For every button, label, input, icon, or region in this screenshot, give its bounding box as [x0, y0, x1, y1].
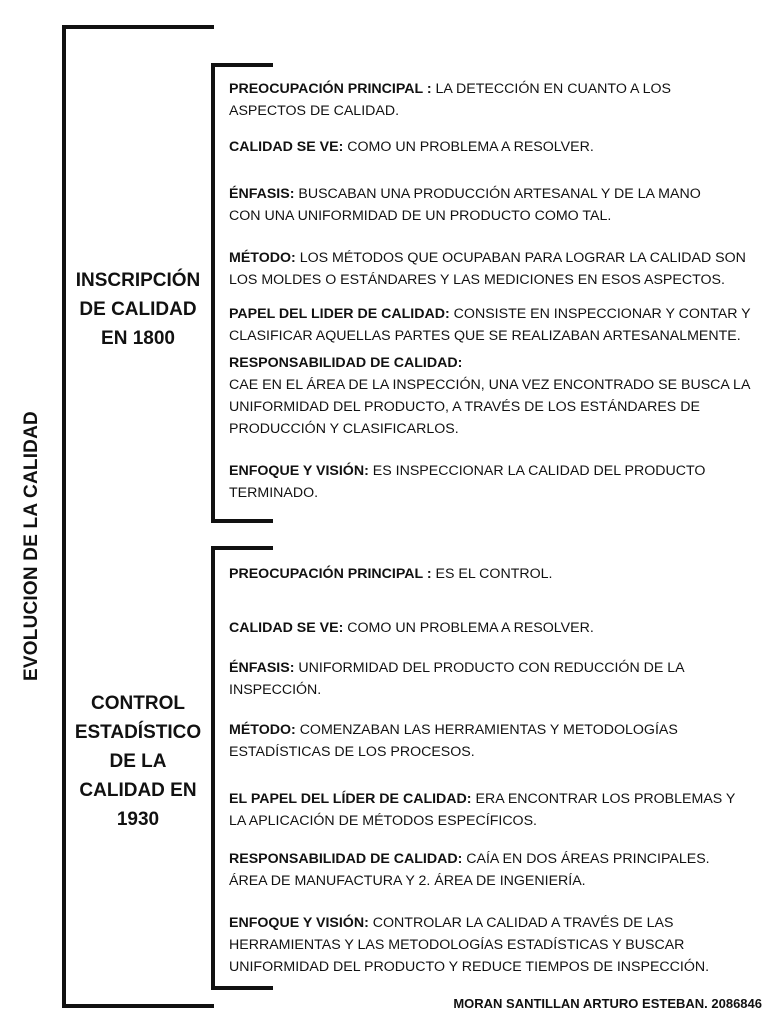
section2-item-calidad-se-ve: CALIDAD SE VE: COMO UN PROBLEMA A RESOLVER. — [229, 620, 594, 636]
section1-item-papel-lider: PAPEL DEL LIDER DE CALIDAD: CONSISTE EN INSPECCIONAR Y CONTAR Y CLASIFICAR AQUELLAS PARTES QUE SE REALIZABAN ARTESANALMENTE. — [229, 306, 751, 344]
section1-bracket — [211, 63, 273, 523]
section1-item-preocupacion: PREOCUPACIÓN PRINCIPAL : LA DETECCIÓN EN CUANTO A LOS ASPECTOS DE CALIDAD. — [229, 81, 672, 119]
section1-title: INSCRIPCIÓN DE CALIDAD EN 1800 — [75, 270, 201, 349]
main-title: EVOLUCION DE LA CALIDAD — [21, 411, 42, 681]
section2-item-preocupacion: PREOCUPACIÓN PRINCIPAL : ES EL CONTROL. — [229, 566, 553, 582]
section2-title: CONTROL ESTADÍSTICO DE LA CALIDAD EN 1930 — [74, 693, 202, 830]
section1-item-metodo: MÉTODO: LOS MÉTODOS QUE OCUPABAN PARA LOGRAR LA CALIDAD SON LOS MOLDES O ESTÁNDARES Y LAS MEDICIONES EN ESOS ASPECTOS. — [229, 250, 746, 288]
section1-item-responsabilidad: RESPONSABILIDAD DE CALIDAD: CAE EN EL ÁREA DE LA INSPECCIÓN, UNA VEZ ENCONTRADO SE BUSCA LA UNIFORMIDAD DEL PRODUCTO, A TRAVÉS DE LOS ESTÁNDARES DE PRODUCCIÓN Y CLASIFICARLOS. — [229, 355, 750, 437]
section1-item-enfoque: ENFOQUE Y VISIÓN: ES INSPECCIONAR LA CALIDAD DEL PRODUCTO TERMINADO. — [229, 463, 706, 501]
author-signature: MORAN SANTILLAN ARTURO ESTEBAN. 2086846 — [453, 996, 762, 1011]
section2-item-enfasis: ÉNFASIS: UNIFORMIDAD DEL PRODUCTO CON REDUCCIÓN DE LA INSPECCIÓN. — [229, 660, 684, 698]
section1-item-calidad-se-ve: CALIDAD SE VE: COMO UN PROBLEMA A RESOLVER. — [229, 139, 594, 155]
section2-item-responsabilidad: RESPONSABILIDAD DE CALIDAD: CAÍA EN DOS ÁREAS PRINCIPALES. ÁREA DE MANUFACTURA Y 2. ÁREA DE INGENIERÍA. — [229, 851, 710, 889]
section2-item-enfoque: ENFOQUE Y VISIÓN: CONTROLAR LA CALIDAD A TRAVÉS DE LAS HERRAMIENTAS Y LAS METODOLOGÍAS ESTADÍSTICAS Y BUSCAR UNIFORMIDAD DEL PRODUCTO Y REDUCE TIEMPOS DE INSPECCIÓN. — [229, 915, 710, 975]
section2-item-papel-lider: EL PAPEL DEL LÍDER DE CALIDAD: ERA ENCONTRAR LOS PROBLEMAS Y LA APLICACIÓN DE MÉTODOS ESPECÍFICOS. — [229, 791, 736, 829]
section2-item-metodo: MÉTODO: COMENZABAN LAS HERRAMIENTAS Y METODOLOGÍAS ESTADÍSTICAS DE LOS PROCESOS. — [229, 722, 678, 760]
section1-item-enfasis: ÉNFASIS: BUSCABAN UNA PRODUCCIÓN ARTESANAL Y DE LA MANO CON UNA UNIFORMIDAD DE UN PRODUCTO COMO TAL. — [229, 186, 701, 224]
main-bracket — [62, 25, 214, 1008]
